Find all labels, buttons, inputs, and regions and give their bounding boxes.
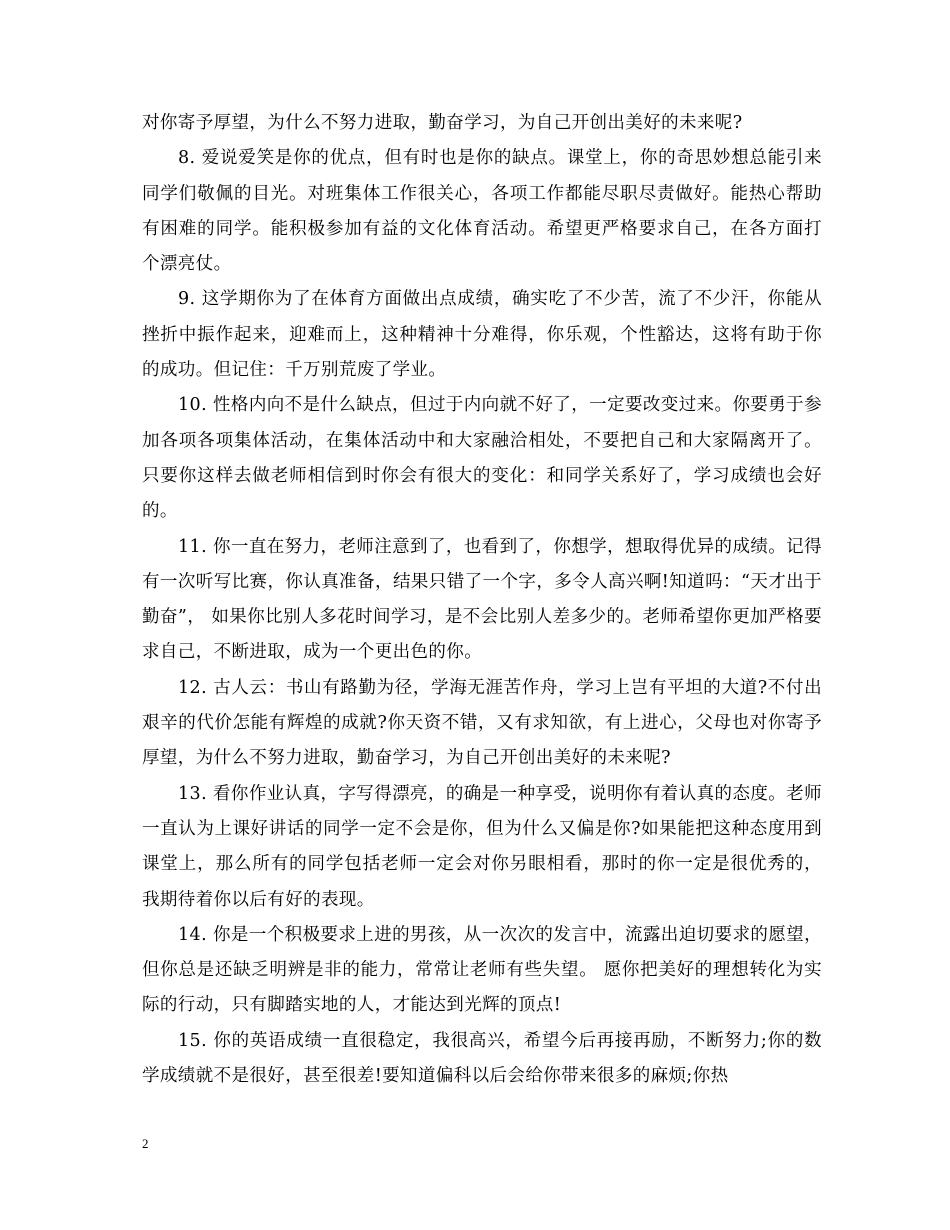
paragraph-10: 10. 性格内向不是什么缺点，但过于内向就不好了，一定要改变过来。你要勇于参加各项各项集体活动，在集体活动中和大家融洽相处，不要把自己和大家隔离开了。只要你这样去做老师相信到时你会有很大的变化：和同学关系好了，学习成绩也会好的。 bbox=[142, 395, 822, 522]
paragraph-15: 15. 你的英语成绩一直很稳定，我很高兴，希望今后再接再励，不断努力;你的数学成绩就不是很好，甚至很差!要知道偏科以后会给你带来很多的麻烦;你热 bbox=[142, 1030, 822, 1087]
paragraph-9: 9. 这学期你为了在体育方面做出点成绩，确实吃了不少苦，流了不少汗，你能从挫折中振作起来，迎难而上，这种精神十分难得，你乐观，个性豁达，这将有助于你的成功。但记住：千万别荒废了学业。 bbox=[142, 289, 822, 381]
paragraph-14: 14. 你是一个积极要求上进的男孩，从一次次的发言中，流露出迫切要求的愿望，但你总是还缺乏明辨是非的能力，常常让老师有些失望。 愿你把美好的理想转化为实际的行动，只有脚踏实地的人，才能达到光辉的顶点! bbox=[142, 924, 822, 1016]
paragraph-13: 13. 看你作业认真，字写得漂亮，的确是一种享受，说明你有着认真的态度。老师一直认为上课好讲话的同学一定不会是你，但为什么又偏是你?如果能把这种态度用到课堂上，那么所有的同学包括老师一定会对你另眼相看，那时的你一定是很优秀的，我期待着你以后有好的表现。 bbox=[142, 783, 822, 910]
text-body bbox=[142, 106, 822, 1094]
paragraph-11: 11. 你一直在努力，老师注意到了，也看到了，你想学，想取得优异的成绩。记得有一次听写比赛，你认真准备，结果只错了一个字，多令人高兴啊!知道吗：“天才出于勤奋”， 如果你比别人多花时间学习，是不会比别人差多少的。老师希望你更加严格要求自己，不断进取，成为一个更出色的你。 bbox=[142, 536, 822, 663]
page-number: 2 bbox=[142, 1136, 149, 1151]
paragraph-8: 8. 爱说爱笑是你的优点，但有时也是你的缺点。课堂上，你的奇思妙想总能引来同学们敬佩的目光。对班集体工作很关心，各项工作都能尽职尽责做好。能热心帮助有困难的同学。能积极参加有益的文化体育活动。希望更严格要求自己，在各方面打个漂亮仗。 bbox=[142, 148, 822, 275]
paragraph-continuation: 对你寄予厚望，为什么不努力进取，勤奋学习，为自己开创出美好的未来呢? bbox=[142, 113, 743, 133]
paragraph-12: 12. 古人云：书山有路勤为径，学海无涯苦作舟，学习上岂有平坦的大道?不付出艰辛的代价怎能有辉煌的成就?你天资不错，又有求知欲，有上进心，父母也对你寄予厚望，为什么不努力进取，勤奋学习，为自己开创出美好的未来呢? bbox=[142, 677, 822, 769]
